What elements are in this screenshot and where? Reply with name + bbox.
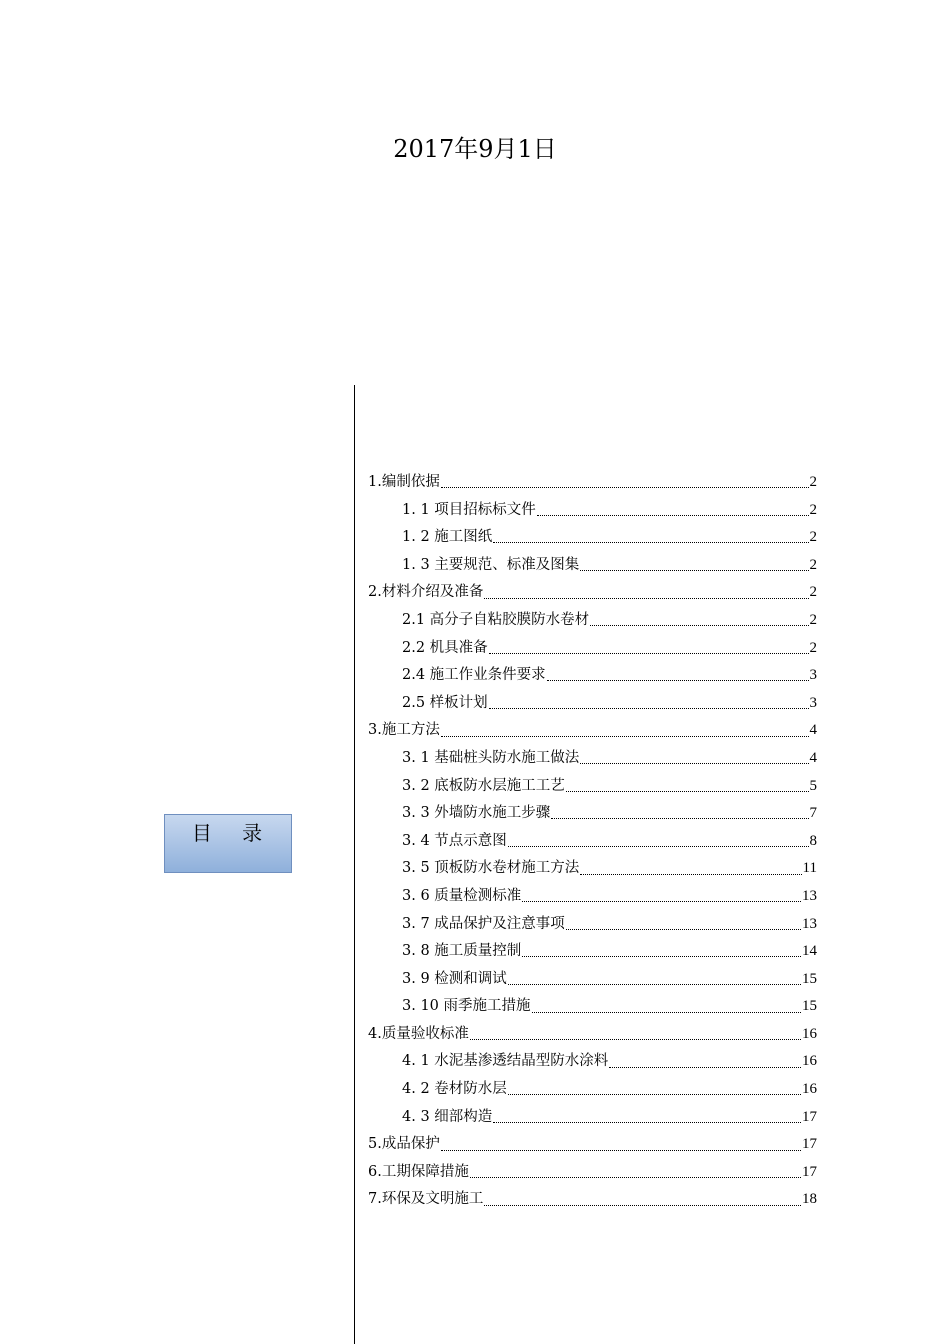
toc-entry-page: 17: [802, 1163, 817, 1180]
toc-entry-page: 5: [809, 777, 817, 794]
toc-entry[interactable]: [368, 635, 817, 663]
toc-entry[interactable]: [368, 690, 817, 718]
toc-entry-label: 3. 5 顶板防水卷材施工方法: [402, 860, 580, 877]
table-of-contents: [368, 469, 817, 1214]
toc-entry-page: 16: [802, 1081, 817, 1098]
toc-dot-leader: [547, 680, 809, 681]
toc-entry-page: 14: [802, 943, 817, 960]
toc-entry-label: 3. 8 施工质量控制: [402, 943, 522, 960]
toc-entry-label: 2.材料介绍及准备: [368, 584, 484, 601]
toc-entry-page: 15: [802, 998, 817, 1015]
toc-dot-leader: [470, 1039, 801, 1040]
toc-entry-label: 3. 6 质量检测标准: [402, 887, 522, 904]
toc-entry-label: 2.4 施工作业条件要求: [402, 667, 546, 684]
toc-dot-leader: [609, 1067, 801, 1068]
toc-dot-leader: [493, 542, 808, 543]
toc-entry-page: 15: [802, 970, 817, 987]
toc-entry-page: 2: [809, 584, 817, 601]
toc-dot-leader: [441, 487, 809, 488]
toc-entry[interactable]: [368, 1021, 817, 1049]
toc-entry-page: 17: [802, 1108, 817, 1125]
toc-dot-leader: [489, 653, 809, 654]
toc-entry-page: 16: [802, 1053, 817, 1070]
toc-entry[interactable]: [368, 1076, 817, 1104]
toc-entry-page: 4: [809, 722, 817, 739]
vertical-divider: [354, 385, 355, 1344]
document-date: 2017年9月1日: [393, 135, 557, 163]
toc-entry-label: 1. 2 施工图纸: [402, 529, 493, 546]
toc-dot-leader: [566, 929, 801, 930]
toc-dot-leader: [566, 791, 809, 792]
toc-entry[interactable]: [368, 497, 817, 525]
toc-entry[interactable]: [368, 662, 817, 690]
toc-entry[interactable]: [368, 607, 817, 635]
toc-entry-label: 3. 9 检测和调试: [402, 970, 507, 987]
toc-entry-label: 3. 2 底板防水层施工工艺: [402, 777, 565, 794]
toc-entry-label: 2.5 样板计划: [402, 694, 488, 711]
toc-entry[interactable]: [368, 579, 817, 607]
toc-dot-leader: [580, 763, 808, 764]
toc-entry[interactable]: [368, 1159, 817, 1187]
toc-dot-leader: [441, 736, 809, 737]
toc-dot-leader: [508, 984, 801, 985]
toc-entry-label: 6.工期保障措施: [368, 1163, 469, 1180]
toc-entry[interactable]: [368, 1048, 817, 1076]
toc-entry-label: 3. 10 雨季施工措施: [402, 998, 531, 1015]
toc-entry[interactable]: [368, 745, 817, 773]
toc-dot-leader: [484, 598, 808, 599]
toc-title-box: 目 录: [164, 814, 292, 873]
toc-entry-page: 8: [809, 832, 817, 849]
toc-entry-label: 4. 1 水泥基渗透结晶型防水涂料: [402, 1053, 609, 1070]
toc-entry-page: 13: [802, 915, 817, 932]
toc-dot-leader: [508, 846, 809, 847]
toc-entry[interactable]: [368, 993, 817, 1021]
toc-entry-page: 4: [809, 749, 817, 766]
toc-dot-leader: [441, 1150, 801, 1151]
toc-entry[interactable]: [368, 469, 817, 497]
toc-entry-page: 3: [809, 667, 817, 684]
toc-entry[interactable]: [368, 911, 817, 939]
toc-dot-leader: [551, 818, 808, 819]
toc-entry-label: 3. 7 成品保护及注意事项: [402, 915, 565, 932]
toc-entry-label: 3. 4 节点示意图: [402, 832, 507, 849]
toc-dot-leader: [580, 874, 801, 875]
toc-dot-leader: [532, 1012, 801, 1013]
toc-entry-page: 7: [809, 805, 817, 822]
toc-dot-leader: [522, 901, 801, 902]
toc-entry[interactable]: [368, 883, 817, 911]
toc-dot-leader: [493, 1122, 801, 1123]
toc-entry-page: 2: [809, 529, 817, 546]
toc-dot-leader: [537, 515, 809, 516]
toc-entry-label: 2.1 高分子自粘胶膜防水卷材: [402, 611, 590, 628]
toc-entry[interactable]: [368, 1104, 817, 1132]
toc-entry-page: 2: [809, 556, 817, 573]
toc-entry[interactable]: [368, 1186, 817, 1214]
toc-entry[interactable]: [368, 717, 817, 745]
toc-entry[interactable]: [368, 524, 817, 552]
toc-entry-label: 1. 1 项目招标标文件: [402, 501, 536, 518]
toc-entry-page: 13: [802, 887, 817, 904]
toc-dot-leader: [508, 1094, 801, 1095]
toc-entry-label: 4. 2 卷材防水层: [402, 1081, 507, 1098]
toc-entry-label: 7.环保及文明施工: [368, 1191, 484, 1208]
toc-entry[interactable]: [368, 966, 817, 994]
toc-entry-label: 3.施工方法: [368, 722, 440, 739]
toc-entry-page: 16: [802, 1025, 817, 1042]
toc-dot-leader: [522, 956, 801, 957]
toc-entry-page: 2: [809, 501, 817, 518]
toc-dot-leader: [484, 1205, 801, 1206]
toc-entry-label: 4. 3 细部构造: [402, 1108, 493, 1125]
toc-entry[interactable]: [368, 938, 817, 966]
toc-entry-label: 4.质量验收标准: [368, 1025, 469, 1042]
toc-entry-label: 5.成品保护: [368, 1136, 440, 1153]
toc-entry-page: 18: [802, 1191, 817, 1208]
toc-entry[interactable]: [368, 552, 817, 580]
toc-entry-label: 3. 1 基础桩头防水施工做法: [402, 749, 580, 766]
toc-entry-label: 3. 3 外墙防水施工步骤: [402, 805, 551, 822]
toc-dot-leader: [590, 625, 808, 626]
toc-entry-page: 2: [809, 474, 817, 490]
toc-dot-leader: [580, 570, 808, 571]
toc-entry-page: 2: [809, 611, 817, 628]
toc-entry-page: 11: [802, 860, 817, 877]
toc-entry[interactable]: [368, 800, 817, 828]
toc-dot-leader: [489, 708, 809, 709]
toc-dot-leader: [470, 1177, 801, 1178]
toc-entry-page: 3: [809, 694, 817, 711]
toc-entry[interactable]: [368, 828, 817, 856]
toc-entry-page: 2: [809, 639, 817, 656]
toc-entry[interactable]: [368, 855, 817, 883]
toc-entry-label: 1. 3 主要规范、标准及图集: [402, 556, 580, 573]
toc-entry-label: 1.编制依据: [368, 474, 440, 490]
toc-entry[interactable]: [368, 1131, 817, 1159]
toc-entry-label: 2.2 机具准备: [402, 639, 488, 656]
toc-entry[interactable]: [368, 773, 817, 801]
toc-entry-page: 17: [802, 1136, 817, 1153]
